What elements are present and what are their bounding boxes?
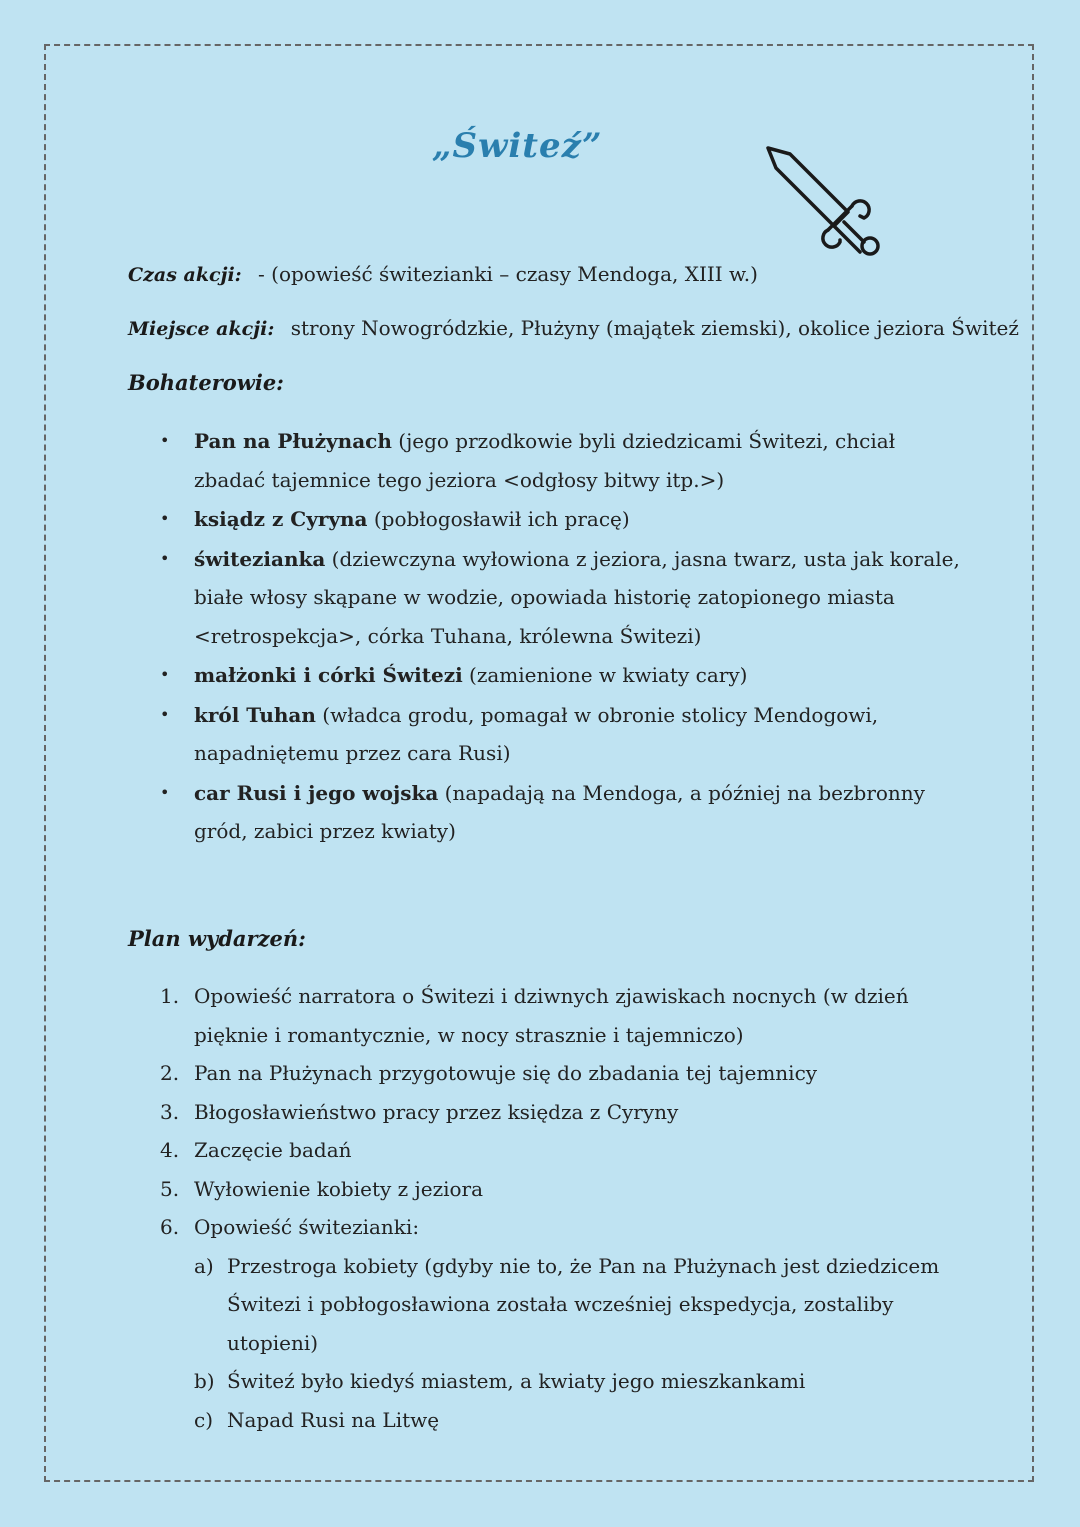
item-number: a) bbox=[194, 1253, 214, 1278]
list-item bbox=[160, 977, 960, 1054]
item-number: 3. bbox=[160, 1099, 180, 1124]
item-text: Opowieść świtezianki: bbox=[194, 1215, 420, 1239]
item-text: Opowieść narratora o Świtezi i dziwnych zjawiskach nocnych (w dzień pięknie i romantycznie, w nocy strasznie i tajemniczo) bbox=[194, 984, 909, 1047]
list-item bbox=[160, 1054, 960, 1093]
miejsce-akcji-row bbox=[128, 316, 1019, 340]
list-item bbox=[160, 422, 960, 499]
czas-akcji-row bbox=[128, 262, 758, 286]
list-item bbox=[160, 500, 960, 539]
hero-name: ksiądz z Cyryna bbox=[194, 507, 368, 531]
item-text: Pan na Płużynach przygotowuje się do zbadania tej tajemnicy bbox=[194, 1061, 818, 1085]
item-number: 1. bbox=[160, 984, 180, 1008]
miejsce-akcji-text: strony Nowogródzkie, Płużyny (majątek ziemski), okolice jeziora Świteź bbox=[290, 316, 1019, 340]
item-number: 4. bbox=[160, 1138, 180, 1162]
list-item bbox=[160, 1208, 960, 1439]
item-text: Świteź było kiedyś miastem, a kwiaty jego mieszkankami bbox=[227, 1369, 806, 1393]
item-number: 2. bbox=[160, 1061, 180, 1085]
hero-name: małżonki i córki Świtezi bbox=[194, 663, 463, 687]
hero-desc: (władca grodu, pomagał w obronie stolicy Mendogowi, napadniętemu przez cara Rusi) bbox=[194, 702, 879, 765]
list-item bbox=[160, 540, 960, 656]
hero-name: król Tuhan bbox=[194, 702, 316, 727]
plan-heading: Plan wydarzeń: bbox=[128, 926, 306, 951]
hero-name: Pan na Płużynach bbox=[194, 429, 392, 453]
list-item bbox=[160, 696, 960, 773]
item-number: c) bbox=[194, 1407, 214, 1432]
list-item bbox=[160, 774, 960, 851]
item-text: Błogosławieństwo pracy przez księdza z Cyryny bbox=[194, 1099, 679, 1124]
czas-akcji-label: Czas akcji: bbox=[128, 264, 242, 286]
list-item bbox=[160, 1131, 960, 1170]
item-text: Napad Rusi na Litwę bbox=[227, 1407, 440, 1432]
hero-desc: (napadają na Mendoga, a później na bezbronny gród, zabici przez kwiaty) bbox=[194, 780, 925, 843]
item-text: Przestroga kobiety (gdyby nie to, że Pan na Płużynach jest dziedzicem Świtezi i pobłogosławiona została wcześniej ekspedycja, zostaliby utopieni) bbox=[227, 1253, 940, 1355]
heroes-list bbox=[160, 422, 960, 852]
list-item bbox=[160, 1170, 960, 1209]
hero-desc: (jego przodkowie byli dziedzicami Świtezi, chciał zbadać tajemnice tego jeziora <odgłosy bitwy itp.>) bbox=[194, 429, 896, 492]
item-text: Wyłowienie kobiety z jeziora bbox=[194, 1176, 484, 1201]
list-item bbox=[194, 1362, 960, 1401]
hero-name: świtezianka bbox=[194, 546, 326, 571]
item-number: b) bbox=[194, 1369, 215, 1393]
hero-desc: (pobłogosławił ich pracę) bbox=[367, 507, 630, 531]
list-item bbox=[160, 1093, 960, 1132]
bohaterowie-heading: Bohaterowie: bbox=[128, 370, 284, 395]
czas-akcji-text: - (opowieść świtezianki – czasy Mendoga, XIII w.) bbox=[258, 262, 758, 286]
item-number: 6. bbox=[160, 1215, 180, 1239]
hero-desc: (dziewczyna wyłowiona z jeziora, jasna twarz, usta jak korale, białe włosy skąpane w wodzie, opowiada historię zatopionego miasta <retrospekcja>, córka Tuhana, królewna Świtezi) bbox=[194, 546, 960, 648]
hero-desc: (zamienione w kwiaty cary) bbox=[462, 663, 748, 687]
item-text: Zaczęcie badań bbox=[194, 1138, 352, 1162]
plan-list bbox=[160, 977, 960, 1439]
miejsce-akcji-label: Miejsce akcji: bbox=[128, 318, 275, 340]
hero-name: car Rusi i jego wojska bbox=[194, 780, 439, 805]
subplan-list bbox=[194, 1247, 960, 1440]
page-title: „Świteź” bbox=[432, 126, 603, 166]
sword-icon bbox=[760, 140, 890, 270]
list-item bbox=[194, 1401, 960, 1440]
item-number: 5. bbox=[160, 1176, 180, 1201]
list-item bbox=[194, 1247, 960, 1363]
list-item bbox=[160, 656, 960, 695]
